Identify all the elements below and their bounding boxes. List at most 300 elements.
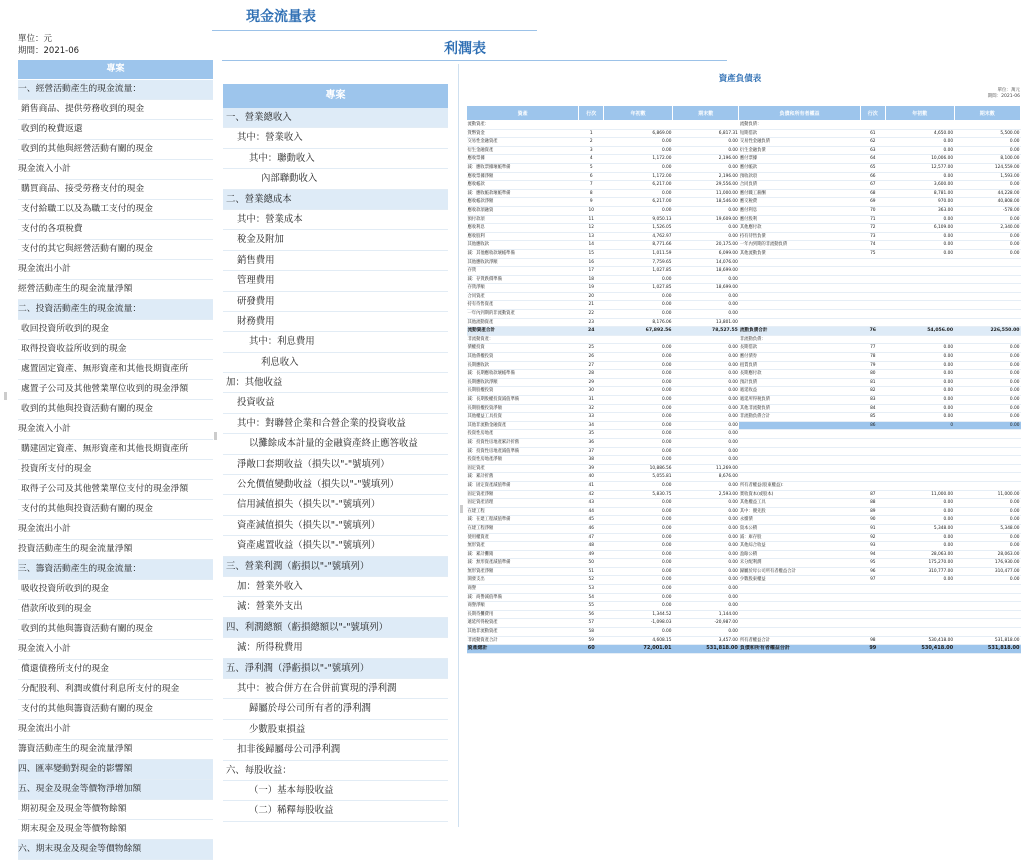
balance-sheet-row [467,550,1021,559]
cell-asset-opening: 0.00 [604,438,673,447]
cell-asset-line-no: 23 [579,318,604,327]
cell-liability-name: 其他流動負債 [739,249,860,258]
cash-flow-item-row: 支付的其它與經營活動有關的現金 [18,240,213,260]
cell-asset-name: 固定資產淨額 [467,490,579,499]
balance-sheet-row [467,585,1021,594]
cell-asset-name: 使用權資產 [467,533,579,542]
cell-liability-closing [954,464,1020,473]
cell-asset-closing: 0.00 [673,206,739,215]
cell-asset-opening: 0.00 [604,301,673,310]
cell-asset-closing: 0.00 [673,576,739,585]
balance-sheet-row [467,206,1021,215]
cash-flow-item-row: 現金流入小計 [18,160,213,180]
cell-liability-opening [885,121,954,130]
cell-liability-line-no: 62 [860,138,885,147]
cell-liability-line-no: 96 [860,567,885,576]
cell-liability-closing: 0.00 [954,378,1020,387]
cell-liability-opening: 0.00 [885,172,954,181]
cell-asset-closing: 0.00 [673,559,739,568]
cell-asset-line-no: 20 [579,292,604,301]
cell-asset-opening [604,335,673,344]
cell-liability-line-no [860,438,885,447]
cell-liability-name [739,318,860,327]
cell-liability-line-no: 79 [860,361,885,370]
cell-asset-closing: 0.00 [673,370,739,379]
cell-asset-name: 減：累計折舊 [467,473,579,482]
cell-liability-name: 其他非流動負債 [739,404,860,413]
cell-liability-opening [885,258,954,267]
cell-liability-opening: 0.00 [885,413,954,422]
cell-asset-closing: 2,196.00 [673,172,739,181]
cell-asset-name: 減：長期股權投資減值準備 [467,396,579,405]
cell-liability-closing [954,284,1020,293]
cell-liability-opening [885,593,954,602]
cell-asset-opening: 6,217.00 [604,181,673,190]
cell-asset-closing: 0.00 [673,585,739,594]
cell-liability-closing [954,438,1020,447]
cell-asset-opening: 0.00 [604,567,673,576]
cell-asset-line-no: 41 [579,481,604,490]
cell-liability-opening: 0.00 [885,533,954,542]
cell-asset-line-no: 12 [579,224,604,233]
cell-liability-name [739,585,860,594]
cell-liability-closing: 28,063.00 [954,550,1020,559]
income-item-row: 歸屬於母公司所有者的淨利潤 [223,699,448,719]
balance-sheet-row [467,602,1021,611]
cell-asset-name: 固定資產 [467,464,579,473]
cell-liability-closing: 0.00 [954,404,1020,413]
cell-asset-line-no: 30 [579,387,604,396]
cell-liability-opening: 3,600.00 [885,181,954,190]
cell-liability-closing: 5,348.00 [954,524,1020,533]
income-item-row: 其中：營業成本 [223,210,448,230]
cell-liability-name [739,310,860,319]
cell-asset-opening: 0.00 [604,559,673,568]
cell-liability-line-no [860,481,885,490]
cell-asset-opening: 0.00 [604,370,673,379]
cell-liability-name: 應付債券 [739,353,860,362]
cell-liability-opening: 4,650.00 [885,129,954,138]
balance-sheet-row [467,121,1021,130]
cash-flow-item-row: 籌資活動產生的現金流量淨額 [18,740,213,760]
cell-asset-opening: 1,011.59 [604,249,673,258]
cell-asset-name: 長期股權投資淨額 [467,404,579,413]
cell-liability-name [739,619,860,628]
cell-asset-opening: 0.00 [604,516,673,525]
cell-asset-closing: 6,817.31 [673,129,739,138]
cell-asset-name: 應收帳款淨額 [467,198,579,207]
cell-liability-opening: 10,006.00 [885,155,954,164]
cell-liability-line-no [860,585,885,594]
cell-asset-line-no: 15 [579,249,604,258]
cell-liability-name: 短期借款 [739,129,860,138]
cell-asset-closing: 2,593.00 [673,490,739,499]
cell-liability-closing: 0.00 [954,576,1020,585]
cell-liability-line-no: 86 [860,421,885,430]
cell-asset-opening: 0.00 [604,310,673,319]
income-item-row: 其中：利息費用 [223,332,448,352]
balance-sheet-column-header: 資產 [467,106,579,121]
cell-liability-name [739,292,860,301]
cell-liability-opening [885,464,954,473]
cell-liability-line-no: 92 [860,533,885,542]
cell-asset-closing: 0.00 [673,361,739,370]
balance-sheet-row [467,172,1021,181]
cell-asset-opening: 1,344.52 [604,610,673,619]
balance-sheet-column-header: 行次 [860,106,885,121]
balance-sheet-row [467,516,1021,525]
income-item-row: （一）基本每股收益 [223,781,448,801]
cell-asset-line-no: 11 [579,215,604,224]
cell-liability-line-no: 66 [860,172,885,181]
cell-asset-opening: 0.00 [604,396,673,405]
balance-sheet-row [467,438,1021,447]
cell-asset-closing: 13,801.00 [673,318,739,327]
balance-sheet-row [467,189,1021,198]
cell-asset-line-no: 43 [579,499,604,508]
cell-liability-opening: 6,109.00 [885,224,954,233]
cell-liability-line-no: 71 [860,215,885,224]
cell-liability-closing [954,619,1020,628]
cell-asset-name: 遞延所得稅資產 [467,619,579,628]
balance-sheet-column-header: 負債和所有者權益 [739,106,860,121]
cell-liability-closing: 226,550.00 [954,327,1020,336]
cell-asset-opening: 8,176.06 [604,318,673,327]
cell-asset-line-no: 38 [579,456,604,465]
cell-liability-opening: 0.00 [885,361,954,370]
cell-liability-opening: 0.00 [885,232,954,241]
cell-asset-line-no: 36 [579,438,604,447]
cell-liability-closing [954,610,1020,619]
cell-liability-name: 一年內到期的非流動負債 [739,241,860,250]
cell-asset-name: 長期應收款淨額 [467,378,579,387]
cell-liability-closing: 176,930.00 [954,559,1020,568]
cell-asset-line-no: 52 [579,576,604,585]
cell-liability-line-no [860,335,885,344]
cell-asset-opening: 0.00 [604,542,673,551]
cash-flow-item-row: 購建固定資產、無形資產和其他長期資產所 [18,440,213,460]
cell-liability-closing: 310,477.00 [954,567,1020,576]
cell-asset-name: 減：在建工程減值準備 [467,516,579,525]
income-item-row: 研發費用 [223,292,448,312]
cell-liability-closing: 44,228.00 [954,189,1020,198]
cell-asset-line-no: 51 [579,567,604,576]
cash-flow-item-row: 現金流入小計 [18,420,213,440]
cell-asset-name: 減：無形資產減值準備 [467,559,579,568]
balance-sheet-period: 期間：2021-06 [987,94,1020,99]
cell-liability-opening: 310,777.00 [885,567,954,576]
cell-asset-closing: 0.00 [673,404,739,413]
cell-asset-name: 無形資產 [467,542,579,551]
cell-asset-closing: 531,818.00 [673,645,739,654]
balance-sheet-row [467,507,1021,516]
cell-liability-line-no: 91 [860,524,885,533]
cell-liability-name: 其他綜合收益 [739,542,860,551]
cell-asset-opening: 0.00 [604,189,673,198]
cell-liability-closing [954,258,1020,267]
resize-handle-right[interactable] [460,505,463,513]
cell-asset-name: 其他非流動資產 [467,628,579,637]
cash-flow-section-row: 一、經營活動產生的現金流量： [18,80,213,100]
balance-sheet-row [467,138,1021,147]
cell-asset-name: 交易性金融資產 [467,138,579,147]
cell-liability-closing: 0.00 [954,138,1020,147]
cell-asset-name: 減：累計攤銷 [467,550,579,559]
cell-asset-name: 減：商譽減值準備 [467,593,579,602]
cell-asset-line-no: 26 [579,353,604,362]
cash-flow-item-row: 購買商品、接受勞務支付的現金 [18,180,213,200]
cash-flow-item-row: 吸收投資所收到的現金 [18,580,213,600]
cell-asset-line-no: 54 [579,593,604,602]
cell-asset-name: 持有待售資產 [467,301,579,310]
cell-asset-opening: 0.00 [604,447,673,456]
cell-asset-name: 減：固定資產減值準備 [467,481,579,490]
cell-asset-line-no: 56 [579,610,604,619]
cash-flow-section-row: 三、籌資活動產生的現金流量： [18,560,213,580]
cell-liability-closing [954,447,1020,456]
cell-liability-name [739,473,860,482]
cell-asset-opening: 0.00 [604,576,673,585]
cell-liability-closing: 0.00 [954,215,1020,224]
cell-asset-name: 預付款項 [467,215,579,224]
cell-asset-name: 其他非流動金融資產 [467,421,579,430]
cell-liability-line-no: 88 [860,499,885,508]
cell-asset-opening: 6,217.00 [604,198,673,207]
cell-liability-opening [885,438,954,447]
cell-liability-opening: 0.00 [885,378,954,387]
cell-liability-line-no: 93 [860,542,885,551]
cell-liability-closing: 531,818.00 [954,636,1020,645]
cell-asset-line-no: 6 [579,172,604,181]
cell-asset-line-no: 58 [579,628,604,637]
cell-asset-closing: 2,196.00 [673,155,739,164]
balance-sheet-row [467,481,1021,490]
cell-liability-line-no: 75 [860,249,885,258]
balance-sheet-row [467,146,1021,155]
cell-liability-opening [885,267,954,276]
cell-asset-line-no: 53 [579,585,604,594]
cell-asset-name: 減：投資性房地產累計折舊 [467,438,579,447]
cell-asset-closing: 0.00 [673,378,739,387]
income-item-row: 稅金及附加 [223,230,448,250]
cell-asset-line-no: 10 [579,206,604,215]
cell-asset-closing: 0.00 [673,430,739,439]
cell-liability-line-no [860,602,885,611]
balance-sheet-row [467,430,1021,439]
income-item-row: 以攤餘成本計量的金融資產終止應答收益 [223,434,448,454]
cell-liability-opening: 54,056.00 [885,327,954,336]
cell-asset-closing: -20,987.00 [673,619,739,628]
cell-liability-name [739,447,860,456]
balance-sheet-row [467,456,1021,465]
income-statement-list [223,108,448,822]
cell-asset-opening: 0.00 [604,206,673,215]
cell-liability-closing: 0.00 [954,181,1020,190]
cell-asset-name: 衍生金融資產 [467,146,579,155]
cell-asset-line-no: 18 [579,275,604,284]
cell-liability-name: 遞延收益 [739,387,860,396]
balance-sheet-row [467,524,1021,533]
cell-liability-opening: 363.00 [885,206,954,215]
cell-liability-closing: 0.00 [954,249,1020,258]
cell-liability-closing: 40,808.00 [954,198,1020,207]
cell-liability-opening: 0.00 [885,387,954,396]
cash-flow-item-row: 償還債務所支付的現金 [18,660,213,680]
cell-liability-name [739,610,860,619]
balance-sheet-row [467,576,1021,585]
cell-liability-name: 租賃負債 [739,361,860,370]
cell-asset-opening: 0.00 [604,353,673,362]
income-item-row: 其中：被合併方在合併前實現的淨利潤 [223,679,448,699]
income-section-row: 五、淨利潤（淨虧損以"-"號填列） [223,659,448,679]
cell-liability-opening: 0.00 [885,241,954,250]
cell-liability-name: 其他權益工具 [739,499,860,508]
balance-sheet-row [467,464,1021,473]
cash-flow-item-row: 支付的其他與籌資活動有關的現金 [18,700,213,720]
cell-asset-closing: 8,676.00 [673,473,739,482]
cell-liability-closing: 0.00 [954,542,1020,551]
cash-flow-item-row: 投資活動產生的現金流量淨額 [18,540,213,560]
cell-liability-closing [954,121,1020,130]
cell-asset-name: 債權投資 [467,344,579,353]
cell-asset-opening: 0.00 [604,163,673,172]
cell-asset-opening: 0.00 [604,378,673,387]
cell-asset-line-no: 21 [579,301,604,310]
cell-asset-opening: 0.00 [604,628,673,637]
cell-asset-opening [604,121,673,130]
cell-asset-line-no: 3 [579,146,604,155]
cash-flow-item-row: 現金流出小計 [18,260,213,280]
cell-liability-line-no [860,619,885,628]
income-item-row: 少數股東損益 [223,720,448,740]
balance-sheet-row [467,421,1021,430]
balance-sheet-row [467,610,1021,619]
cell-asset-name: 其他流動資產 [467,318,579,327]
cell-asset-line-no: 57 [579,619,604,628]
cell-liability-line-no: 64 [860,155,885,164]
cell-asset-closing: 0.00 [673,533,739,542]
cell-asset-line-no: 55 [579,602,604,611]
cell-liability-closing [954,602,1020,611]
cell-liability-line-no [860,292,885,301]
cell-asset-closing: 0.00 [673,542,739,551]
balance-sheet-column-header: 行次 [579,106,604,121]
cell-liability-opening: 530,418.00 [885,645,954,654]
cell-asset-name: 在建工程 [467,507,579,516]
cell-liability-closing [954,481,1020,490]
balance-sheet-row [467,533,1021,542]
cell-liability-name [739,275,860,284]
cell-asset-line-no [579,121,604,130]
cell-asset-opening: 67,892.56 [604,327,673,336]
cell-asset-line-no: 17 [579,267,604,276]
cash-flow-item-row: 收到的其他與籌資活動有關的現金 [18,620,213,640]
cell-liability-line-no: 65 [860,163,885,172]
cell-liability-line-no: 82 [860,387,885,396]
balance-sheet-row [467,292,1021,301]
cell-liability-name: 所有者權益合計 [739,636,860,645]
cell-liability-closing: 0.00 [954,396,1020,405]
cell-liability-opening [885,292,954,301]
cell-asset-line-no: 2 [579,138,604,147]
cell-liability-name: 未分配利潤 [739,559,860,568]
cell-asset-name: 應收票據 [467,155,579,164]
cell-asset-closing: 0.00 [673,481,739,490]
cell-asset-line-no: 50 [579,559,604,568]
balance-sheet-row [467,619,1021,628]
cell-liability-opening: 0.00 [885,516,954,525]
cell-liability-closing [954,292,1020,301]
balance-sheet-row [467,542,1021,551]
cell-asset-line-no: 59 [579,636,604,645]
cell-asset-closing: 19,609.00 [673,215,739,224]
cell-liability-name: 應付帳款 [739,163,860,172]
cell-asset-closing: 0.00 [673,447,739,456]
cell-liability-opening [885,473,954,482]
income-item-row: 銷售費用 [223,251,448,271]
balance-sheet-row [467,447,1021,456]
cell-liability-opening: 175,270.00 [885,559,954,568]
cell-asset-closing: 18,546.00 [673,198,739,207]
cell-liability-closing: 0.00 [954,499,1020,508]
balance-sheet-row [467,490,1021,499]
balance-sheet-row [467,327,1021,336]
cell-liability-opening: 0.00 [885,404,954,413]
cell-liability-line-no: 67 [860,181,885,190]
cell-liability-opening [885,585,954,594]
cell-asset-closing: 0.00 [673,146,739,155]
cash-flow-section-row: 五、現金及現金等價物淨增加額 [18,780,213,800]
cell-asset-opening: 0.00 [604,524,673,533]
cell-liability-name [739,267,860,276]
cell-asset-opening: -1,098.03 [604,619,673,628]
cash-flow-list [18,80,213,860]
cell-liability-name [739,456,860,465]
cell-asset-name: 存貨淨額 [467,284,579,293]
cash-flow-item-row: 期初現金及現金等價物餘額 [18,800,213,820]
cell-asset-closing: 0.00 [673,301,739,310]
cell-asset-name: 非流動資產： [467,335,579,344]
resize-handle-left[interactable] [4,392,7,400]
cell-asset-line-no: 1 [579,129,604,138]
cell-asset-line-no: 9 [579,198,604,207]
balance-sheet-row [467,593,1021,602]
balance-sheet-row [467,361,1021,370]
cell-asset-opening: 5,055.81 [604,473,673,482]
cash-flow-item-row: 借款所收到的現金 [18,600,213,620]
cell-asset-line-no: 35 [579,430,604,439]
cell-asset-name: 在建工程淨額 [467,524,579,533]
cell-asset-line-no: 19 [579,284,604,293]
cell-liability-line-no: 99 [860,645,885,654]
cell-asset-opening: 0.00 [604,533,673,542]
cell-liability-line-no [860,456,885,465]
cell-asset-line-no: 49 [579,550,604,559]
cell-liability-line-no [860,628,885,637]
cell-liability-opening: 0.00 [885,542,954,551]
cell-liability-closing: 0.00 [954,353,1020,362]
cell-asset-closing: 0.00 [673,550,739,559]
cell-asset-line-no: 40 [579,473,604,482]
cell-asset-opening: 1,027.85 [604,284,673,293]
balance-sheet-unit: 單位：萬元 [997,88,1020,93]
income-item-row: 減：營業外支出 [223,597,448,617]
cell-asset-opening: 0.00 [604,413,673,422]
resize-handle-middle[interactable] [214,432,217,440]
cell-liability-name: 預計負債 [739,378,860,387]
cell-asset-opening: 0.00 [604,146,673,155]
cell-liability-name: 其他應付款 [739,224,860,233]
